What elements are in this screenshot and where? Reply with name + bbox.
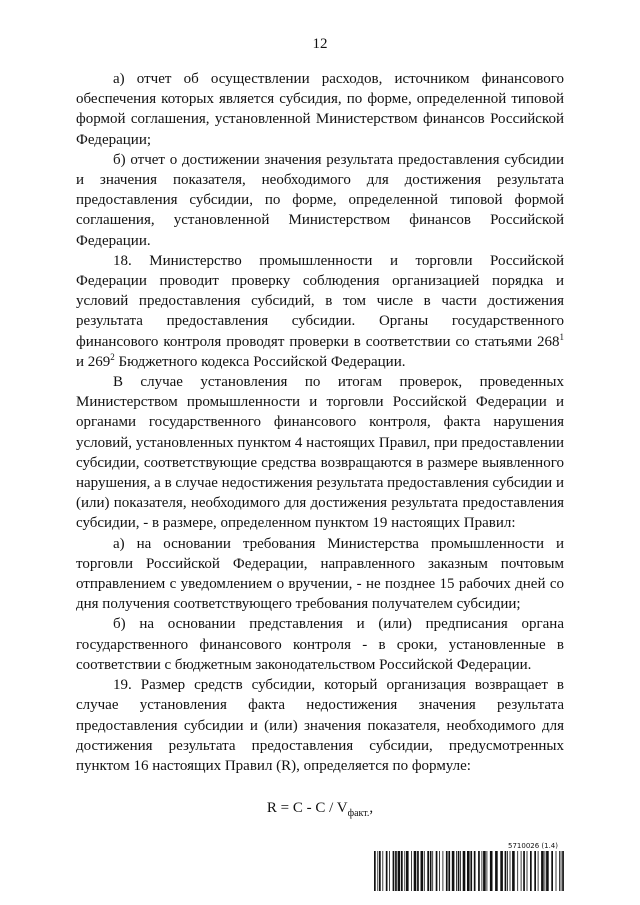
paragraph-violations-a: а) на основании требования Министерства промышленности и торговли Российской Федерации, направленного заказным почтовым отправлением с уведомлением о вручении, - не позднее 15 рабочих дней со дня получения соответствующего требования получателем субсидии; — [76, 535, 564, 613]
formula-main: R = C - C / V — [266, 800, 348, 816]
formula-tail: , — [369, 800, 374, 816]
paragraph-18-between: и 269 — [76, 353, 111, 370]
paragraph-17a: а) отчет об осуществлении расходов, источником финансового обеспечения которых является субсидия, по форме, определенной типовой формой соглашения, установленной Министерством финансов Российской Федерации; — [76, 71, 564, 148]
superscript-2: 2 — [110, 351, 115, 362]
paragraph-18-end: Бюджетного кодекса Российской Федерации. — [114, 353, 406, 370]
document-body — [76, 69, 564, 776]
paragraph-18 — [76, 251, 564, 372]
page-number: 12 — [312, 36, 328, 52]
paragraph-18-text: 18. Министерство промышленности и торговли Российской Федерации проводит проверку соблюдения организацией порядка и условий предоставления субсидий, в том числе в части достижения результата предоставления субсидии. Органы государственного финансового контроля проводят проверки в соответствии со статьями 268 — [76, 252, 564, 350]
formula-subscript: факт. — [347, 808, 370, 819]
barcode-code: 5710026 (1.4) — [508, 842, 558, 850]
formula — [0, 800, 640, 819]
superscript-1: 1 — [559, 331, 564, 342]
barcode-block — [374, 842, 566, 892]
paragraph-violations-b: б) на основании представления и (или) предписания органа государственного финансового контроля - в сроки, установленные в соответствии с бюджетным законодательством Российской Федерации. — [76, 616, 564, 673]
paragraph-19: 19. Размер средств субсидии, который организация возвращает в случае установления факта недостижения значения результата предоставления субсидии и (или) значения показателя, необходимого для достижения результата предоставления субсидии, предусмотренных пунктом 16 настоящих Правил (R), определяется по формуле: — [76, 677, 564, 774]
barcode — [374, 851, 566, 891]
paragraph-violations: В случае установления по итогам проверок, проведенных Министерством промышленности и торговли Российской Федерации и органами государственного финансового контроля, факта нарушения условий, установленных пунктом 4 настоящих Правил, при предоставлении субсидии, соответствующие средства возвращаются в размере выявленного нарушения, а в случае недостижения результата предоставления субсидии и (или) показателя, необходимого для достижения результата предоставления субсидии, - в размере, определенном пунктом 19 настоящих Правил: — [76, 374, 564, 532]
paragraph-17b: б) отчет о достижении значения результата предоставления субсидии и значения показателя, необходимого для достижения результата предоставления субсидии, по форме, определенной типовой формой соглашения, установленной Министерством финансов Российской Федерации. — [76, 151, 564, 249]
